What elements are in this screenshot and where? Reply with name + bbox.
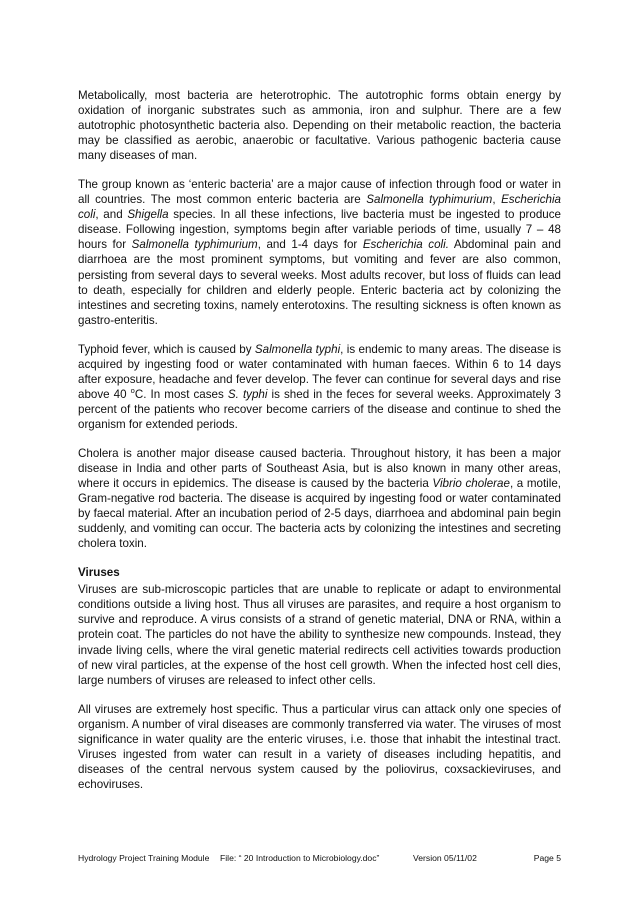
text: Typhoid fever, which is caused by [78,342,255,356]
species-name: Vibrio cholerae [432,477,510,491]
species-name: Escherichia coli [78,193,562,222]
text: is shed in the feces for several weeks. Approximately 3 percent of the patients who recover become carriers of the disease and continue to shed the organism for extended periods. [78,387,561,431]
text: , [492,193,502,207]
heading-viruses: Viruses [78,566,120,580]
species-name: Salmonella typhimurium [366,193,493,207]
footer-version: Version 05/11/02 [413,853,477,863]
page-body [78,88,561,806]
species-name: Shigella [127,208,169,222]
text: species. In all these infections, live bacteria must be ingested to produce disease. Following ingestion, symptoms begin after variable periods of time, usually 7 – 48 hours for [78,208,561,252]
text: , and 1-4 days for [257,238,363,252]
species-name: Salmonella typhi [254,342,341,356]
text: The group known as ‘enteric bacteria’ are a major cause of infection through food or water in all countries. The most common enteric bacteria are [78,178,561,207]
paragraph-viruses-host-specific: All viruses are extremely host specific. Thus a particular virus can attack only one species of organism. A number of viral diseases are commonly transferred via water. The viruses of most significance in water quality are the enteric viruses, i.e. those that inhabit the intestinal tract. Viruses ingested from water can result in a variety of diseases including hepatitis, and diseases of the central nervous system caused by the poliovirus, coxsackieviruses, and echoviruses. [78,702,561,791]
paragraph-cholera [78,446,561,551]
text: , and [95,208,128,222]
footer-file: File: “ 20 Introduction to Microbiology.doc” [220,853,380,863]
text: Abdominal pain and diarrhoea are the most prominent symptoms, but vomiting and fever are also common, persisting from several days to several weeks. Most adults recover, but loss of fluids can lead to death, especially for children and elderly people. Enteric bacteria act by colonizing the intestines and secreting toxins, namely enterotoxins. The resulting sickness is often known as gastro-enteritis. [78,238,561,327]
text: C. In most cases [134,387,228,401]
footer-module: Hydrology Project Training Module [78,853,210,863]
species-name: Salmonella typhimurium [131,238,258,252]
species-name: Escherichia coli. [362,238,449,252]
paragraph-bacteria-metabolism: Metabolically, most bacteria are heterotrophic. The autotrophic forms obtain energy by oxidation of inorganic substrates such as ammonia, iron and sulphur. There are a few autotrophic photosynthetic bacteria also. Depending on their metabolic reaction, the bacteria may be classified as aerobic, anaerobic or facultative. Various pathogenic bacteria cause many diseases of man. [78,89,561,163]
text: , a motile, Gram-negative rod bacteria. The disease is acquired by ingesting food or water contaminated by faecal material. After an incubation period of 2-5 days, diarrhoea and abdominal pain begin suddenly, and vomiting can occur. The bacteria acts by colonizing the intestines and secreting cholera toxin. [78,477,561,551]
degree-superscript: o [130,385,135,395]
species-name: S. typhi [227,387,268,401]
paragraph-viruses-definition: Viruses are sub-microscopic particles that are unable to replicate or adapt to environmental conditions outside a living host. Thus all viruses are parasites, and require a host organism to survive and reproduce. A virus consists of a strand of genetic material, DNA or RNA, within a protein coat. The particles do not have the ability to synthesize new compounds. Instead, they invade living cells, where the viral genetic material redirects cell activities towards production of new viral particles, at the expense of the host cell growth. When the infected host cell dies, large numbers of viruses are released to infect other cells. [78,583,561,687]
footer-page-number: Page 5 [533,853,561,863]
text: Cholera is another major disease caused bacteria. Throughout history, it has been a major disease in India and other parts of Southeast Asia, but is also known in many other areas, where it occurs in epidemics. The disease is caused by the bacteria [78,446,561,491]
paragraph-typhoid [78,342,561,432]
paragraph-enteric-bacteria [78,177,561,327]
text: , is endemic to many areas. The disease is acquired by ingesting food or water contaminated with human faeces. Within 6 to 14 days after exposure, headache and fever develop. The fever can continue for several days and rise above 40 [78,342,561,401]
